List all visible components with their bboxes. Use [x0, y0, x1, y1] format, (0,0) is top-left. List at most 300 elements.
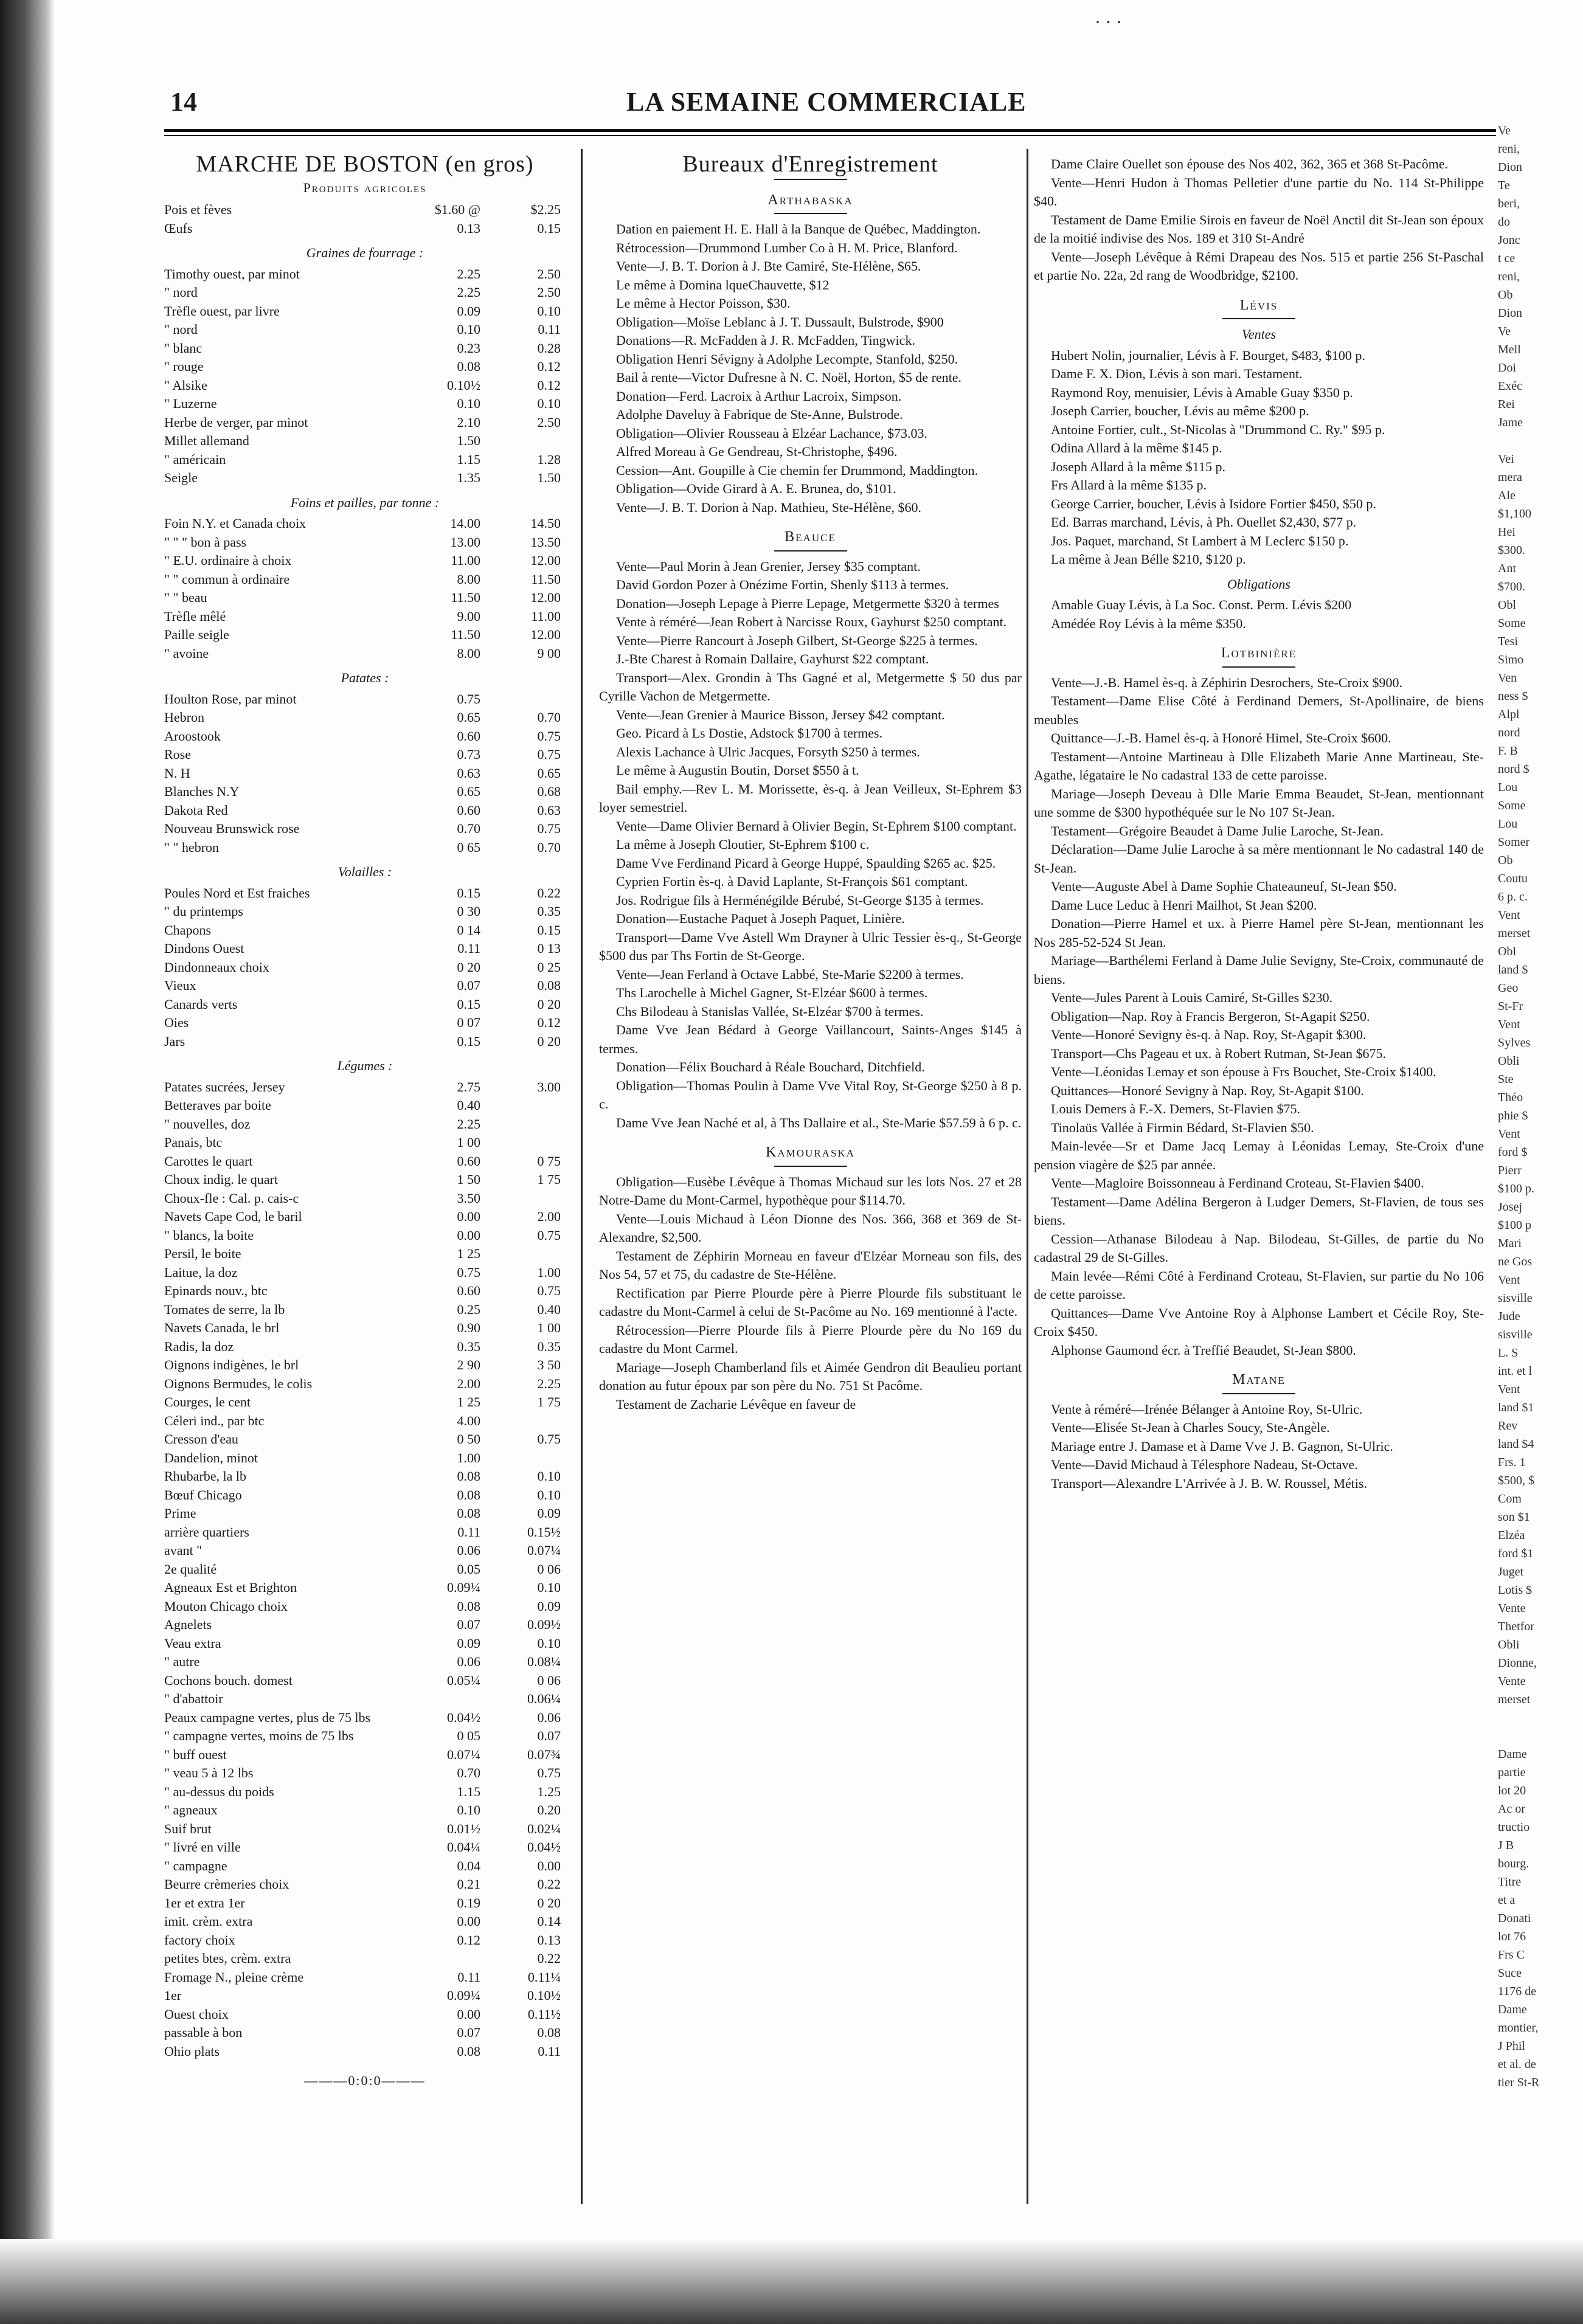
price-item: Timothy ouest, par minot	[164, 266, 300, 282]
registry-entry: George Carrier, boucher, Lévis à Isidore Fortier $450, $50 p.	[1051, 496, 1376, 511]
price-row	[164, 1746, 566, 1765]
price-high: 11.00	[531, 608, 561, 624]
edge-fragment: mera	[1498, 471, 1522, 484]
price-high: 0.10	[537, 1635, 561, 1651]
registry-entry: Testament—Dame Adélina Bergeron à Ludger Demers, St-Flavien, de tous ses biens.	[1034, 1194, 1484, 1228]
price-high: 0.40	[537, 1301, 561, 1317]
edge-fragment: Obli	[1498, 1054, 1520, 1068]
registry-entry: Hubert Nolin, journalier, Lévis à F. Bourget, $483, $100 p.	[1051, 347, 1365, 363]
price-row	[164, 1672, 566, 1690]
edge-fragment: $700.	[1498, 580, 1525, 593]
price-row	[164, 376, 566, 395]
price-item: petites btes, crèm. extra	[164, 1951, 291, 1966]
edge-fragment: Théo	[1498, 1091, 1523, 1104]
price-high: 2.50	[537, 266, 561, 282]
edge-fragment: Obl	[1498, 945, 1516, 958]
price-item: Foin N.Y. et Canada choix	[164, 516, 307, 531]
price-low: 1.00	[457, 1450, 480, 1465]
registry-entry: Vente—Paul Morin à Jean Grenier, Jersey $35 comptant.	[616, 558, 921, 574]
price-row	[164, 1412, 566, 1431]
edge-fragment: Mari	[1498, 1237, 1522, 1250]
price-item: Navets Canada, le brl	[164, 1320, 280, 1335]
price-high: 0.75	[537, 1431, 561, 1447]
edge-fragment: merset	[1498, 927, 1531, 940]
registry-districts	[599, 191, 1022, 1414]
header-rule-thin	[164, 135, 1496, 136]
price-row	[164, 1764, 566, 1783]
price-row	[164, 1783, 566, 1802]
price-high: 3.00	[537, 1079, 561, 1095]
edge-fragment: Somer	[1498, 835, 1530, 849]
price-item: " buff ouest	[164, 1746, 227, 1762]
price-row	[164, 783, 566, 801]
price-low: 0.35	[457, 1338, 480, 1354]
price-row	[164, 514, 566, 533]
price-row	[164, 1152, 566, 1171]
edge-fragment: Vente	[1498, 1602, 1526, 1615]
price-low: 0 20	[457, 959, 480, 975]
edge-fragment: Ob	[1498, 288, 1513, 302]
price-item: Trèfle mêlé	[164, 608, 226, 624]
price-item: Choux indig. le quart	[164, 1172, 278, 1187]
price-low: 1 25	[457, 1246, 480, 1261]
price-high: 2.50	[537, 285, 561, 300]
registry-entry: Odina Allard à la même $145 p.	[1051, 440, 1222, 455]
registry-entry: Joseph Allard à la même $115 p.	[1051, 458, 1225, 474]
registry-entry: Quittances—Dame Vve Antoine Roy à Alphonse Lambert et Cécile Roy, Ste-Croix $450.	[1034, 1305, 1484, 1339]
price-high	[485, 1412, 566, 1431]
registry-entry: Ths Larochelle à Michel Gagner, St-Elzéar $600 à termes.	[616, 985, 928, 1000]
price-item: Laitue, la doz	[164, 1264, 238, 1280]
price-item: Agneaux Est et Brighton	[164, 1580, 297, 1595]
edge-fragment: Vent	[1498, 1383, 1520, 1396]
edge-fragment: Lou	[1498, 817, 1518, 831]
price-row	[164, 1014, 566, 1032]
edge-fragment: Titre	[1498, 1875, 1522, 1889]
edge-fragment: Juget	[1498, 1565, 1524, 1579]
price-high: 0.04½	[527, 1839, 561, 1855]
journal-title: LA SEMAINE COMMERCIALE	[626, 87, 1027, 117]
price-low: 0.73	[457, 747, 480, 762]
registry-entry: Ed. Barras marchand, Lévis, à Ph. Ouellet $2,430, $77 p.	[1051, 514, 1357, 530]
edge-fragment: Ale	[1498, 489, 1515, 502]
price-high: 0.09	[537, 1598, 561, 1614]
registry-entry: Vente—Elisée St-Jean à Charles Soucy, Ste-Angèle.	[1051, 1420, 1330, 1435]
price-row	[164, 727, 566, 746]
registry-entry: Mariage entre J. Damase et à Dame Vve J. B. Gagnon, St-Ulric.	[1051, 1438, 1393, 1454]
price-low: 2.00	[457, 1375, 480, 1391]
price-item: passable à bon	[164, 2025, 243, 2040]
price-item: arrière quartiers	[164, 1524, 249, 1540]
boston-subtitle: Produits agricoles	[303, 179, 427, 195]
edge-fragment: Obli	[1498, 1638, 1520, 1651]
price-low: 14.00	[450, 516, 480, 531]
district-rule	[774, 550, 847, 552]
edge-fragment: Jude	[1498, 1310, 1520, 1323]
registry-entry: La même à Joseph Cloutier, St-Ephrem $100 c.	[616, 837, 870, 852]
price-low: 2.25	[457, 1116, 480, 1132]
registry-entry: Testament—Grégoire Beaudet à Dame Julie Laroche, St-Jean.	[1051, 823, 1384, 839]
price-high: 0.10½	[527, 1988, 561, 2003]
price-item: Dakota Red	[164, 802, 228, 818]
edge-fragment: Jonc	[1498, 233, 1520, 247]
edge-fragment: Exéc	[1498, 379, 1522, 393]
price-high: 0.10	[537, 303, 561, 319]
registry-entry: Dame Vve Jean Naché et al, à Ths Dallaire et al., Ste-Marie $57.59 à 6 p. c.	[616, 1115, 1022, 1130]
district-rule	[774, 1166, 847, 1167]
registry-entry: Vente—Honoré Sevigny ès-q. à Nap. Roy, St-Agapit $300.	[1051, 1027, 1367, 1042]
price-row	[164, 1875, 566, 1894]
price-low: 11.50	[451, 627, 480, 642]
registry-entry: Quittance—J.-B. Hamel ès-q. à Honoré Himel, Ste-Croix $600.	[1051, 730, 1391, 745]
edge-fragment: Frs. 1	[1498, 1456, 1526, 1469]
price-row	[164, 1541, 566, 1560]
edge-fragment: montier,	[1498, 2021, 1539, 2035]
price-high: 0.09	[537, 1506, 561, 1521]
registry-entry: Transport—Alexandre L'Arrivée à J. B. W. Roussel, Métis.	[1051, 1475, 1368, 1491]
price-item: " Luzerne	[164, 396, 217, 411]
price-table	[164, 884, 566, 1051]
price-section-label: Légumes :	[337, 1058, 393, 1073]
edge-fragment: Dion	[1498, 161, 1522, 174]
price-row	[164, 977, 566, 995]
price-item: " agneaux	[164, 1802, 218, 1817]
district-heading: Lévis	[1239, 297, 1278, 313]
price-high: 0.75	[537, 1283, 561, 1298]
price-high: 1.50	[537, 470, 561, 485]
edge-fragment: beri,	[1498, 197, 1520, 210]
price-low: 2.75	[457, 1079, 480, 1095]
price-high: 11.50	[531, 571, 561, 587]
edge-fragment: J B	[1498, 1839, 1514, 1852]
price-item: 1er et extra 1er	[164, 1895, 245, 1911]
price-item: " nouvelles, doz	[164, 1116, 251, 1132]
price-high	[485, 432, 566, 451]
price-low: 0.60	[457, 1153, 480, 1169]
edge-fragment: $100 p	[1498, 1219, 1531, 1232]
edge-fragment: F. B	[1498, 744, 1518, 758]
registry-entry: Bail emphy.—Rev L. M. Morissette, ès-q. à Jean Veilleux, St-Ephrem $3 loyer semestriel.	[599, 781, 1022, 815]
price-high: 2.00	[537, 1209, 561, 1224]
price-item: Herbe de verger, par minot	[164, 414, 308, 430]
edge-fragment: Dion	[1498, 306, 1522, 320]
edge-fragment: Mell	[1498, 343, 1521, 356]
edge-fragment: Donati	[1498, 1912, 1531, 1925]
price-section-label: Patates :	[341, 670, 389, 685]
registry-entry: Le même à Hector Poisson, $30.	[616, 296, 791, 311]
price-row	[164, 1356, 566, 1375]
boston-market-column	[164, 155, 566, 2210]
price-row	[164, 1486, 566, 1505]
price-low: 0.60	[457, 1283, 480, 1298]
registry-entry: Dation en paiement H. E. Hall à la Banque de Québec, Maddington.	[616, 221, 981, 237]
price-low	[405, 1690, 485, 1709]
edge-fragment: sisville	[1498, 1292, 1533, 1305]
price-row	[164, 902, 566, 921]
edge-fragment: Te	[1498, 179, 1510, 192]
registry-entry: Donation—Joseph Lepage à Pierre Lepage, Metgermette $320 à termes	[616, 595, 999, 611]
price-high: 1.25	[537, 1783, 561, 1799]
price-item: Agnelets	[164, 1617, 212, 1632]
registry-entry: Vente—Pierre Rancourt à Joseph Gilbert, St-George $225 à termes.	[616, 632, 978, 648]
price-low: 0.00	[457, 1914, 480, 1929]
price-row	[164, 1467, 566, 1486]
price-low: 1.50	[457, 433, 480, 448]
registry-entry: Cession—Ant. Goupille à Cie chemin fer Drummond, Maddington.	[616, 462, 979, 478]
price-table	[164, 1078, 566, 2061]
edge-fragment: sisville	[1498, 1328, 1533, 1341]
edge-fragment: $1,100	[1498, 507, 1531, 520]
edge-fragment: Ant	[1498, 562, 1516, 575]
price-low: 11.00	[451, 553, 480, 568]
edge-fragment: Lou	[1498, 781, 1518, 794]
price-low: 0.15	[457, 1033, 480, 1049]
price-low: 0.06	[457, 1543, 480, 1558]
scan-left-shadow	[0, 0, 55, 2324]
boston-title: MARCHE DE BOSTON (en gros)	[196, 155, 534, 177]
registry-continued-column	[1034, 155, 1484, 2210]
registry-entry: Amable Guay Lévis, à La Soc. Const. Perm. Lévis $200	[1051, 597, 1352, 612]
edge-fragment: t ce	[1498, 252, 1515, 265]
price-item: 1er	[164, 1988, 182, 2003]
registry-entry: Vente—Dame Olivier Bernard à Olivier Begin, St-Ephrem $100 comptant.	[616, 818, 1017, 834]
price-low: 0.04¼	[447, 1839, 480, 1855]
price-high: 0.63	[537, 802, 561, 818]
edge-fragment: ness $	[1498, 690, 1528, 703]
price-item: " avoine	[164, 645, 209, 661]
price-high: 0.12	[537, 1015, 561, 1030]
price-row	[164, 1579, 566, 1597]
price-section-label: Graines de fourrage :	[306, 245, 424, 260]
column-divider-1	[581, 149, 583, 2204]
edge-fragment: phie $	[1498, 1109, 1528, 1122]
registry-entry: Vente—Auguste Abel à Dame Sophie Chateauneuf, St-Jean $50.	[1051, 879, 1397, 894]
price-high: 0.75	[537, 1765, 561, 1780]
price-item: " " " bon à pass	[164, 534, 247, 550]
price-row	[164, 339, 566, 358]
price-item: " E.U. ordinaire à choix	[164, 553, 292, 568]
price-item: avant "	[164, 1543, 203, 1558]
price-low: 0.05¼	[447, 1672, 480, 1688]
registry-entry: Le même à Augustin Boutin, Dorset $550 à t.	[616, 763, 859, 778]
price-high: 0.10	[537, 1487, 561, 1503]
price-high: 0.12	[537, 377, 561, 393]
price-low: 0.21	[457, 1876, 480, 1892]
price-row	[164, 1838, 566, 1857]
price-row	[164, 708, 566, 727]
price-row	[164, 958, 566, 977]
price-row	[164, 220, 566, 238]
registry-entry: Vente—Léonidas Lemay et son épouse à Frs Bouchet, Ste-Croix $1400.	[1051, 1064, 1436, 1079]
price-low: 0.09¼	[447, 1988, 480, 2003]
price-low: 0.11	[457, 1969, 480, 1985]
price-low: 1.35	[457, 470, 480, 485]
price-row	[164, 1319, 566, 1338]
price-high: 2.50	[537, 414, 561, 430]
edge-fragment: reni,	[1498, 142, 1520, 156]
registry-entry: Obligation—Moïse Leblanc à J. T. Dussault, Bulstrode, $900	[616, 314, 944, 330]
price-low: 8.00	[457, 571, 480, 587]
price-item: Persil, le boite	[164, 1246, 241, 1261]
price-table	[164, 201, 566, 238]
price-row	[164, 265, 566, 284]
price-row	[164, 1912, 566, 1931]
edge-fragment	[1498, 1709, 1583, 1727]
registry-entry: Transport—Dame Vve Astell Wm Drayner à Ulric Tessier ès-q., St-George $500 dus par Ths Fortin de St-George.	[599, 929, 1022, 963]
edge-fragment: Dionne,	[1498, 1656, 1537, 1670]
price-high: 0.10	[537, 1468, 561, 1484]
price-low: 0.12	[457, 1932, 480, 1948]
price-item: Courges, le cent	[164, 1394, 251, 1409]
price-low: 0.75	[457, 691, 480, 707]
price-high	[485, 1096, 566, 1115]
price-row	[164, 2024, 566, 2042]
registry-entry: Obligation—Nap. Roy à Francis Bergeron, St-Agapit $250.	[1051, 1008, 1370, 1024]
price-low: 0.60	[457, 728, 480, 744]
registry-entry: Dame Vve Jean Bédard à George Vaillancourt, Saints-Anges $145 à termes.	[599, 1022, 1022, 1056]
price-high: 12.00	[530, 590, 561, 605]
edge-fragment: Josej	[1498, 1200, 1522, 1214]
price-high: 0.13	[537, 1932, 561, 1948]
price-low: 0.10	[457, 396, 480, 411]
price-high: 0.08	[537, 978, 561, 993]
price-item: Œufs	[164, 220, 193, 236]
price-row	[164, 745, 566, 764]
price-row	[164, 1393, 566, 1412]
price-low: 9.00	[457, 608, 480, 624]
edge-fragment: Ve	[1498, 124, 1511, 137]
price-high: 0.75	[537, 821, 561, 836]
price-row	[164, 1801, 566, 1820]
edge-fragment: land $	[1498, 963, 1528, 977]
registry-entry: Alexis Lachance à Ulric Jacques, Forsyth $250 à termes.	[616, 744, 920, 759]
price-row	[164, 1189, 566, 1208]
price-high: 0.22	[537, 1951, 561, 1966]
price-item: Rhubarbe, la lb	[164, 1468, 247, 1484]
edge-fragment: Ve	[1498, 325, 1511, 338]
price-low: 0.08	[457, 1506, 480, 1521]
price-low	[405, 1949, 485, 1968]
edge-fragment: Ste	[1498, 1073, 1514, 1086]
price-item: " " commun à ordinaire	[164, 571, 290, 587]
price-low: 0.07	[457, 978, 480, 993]
price-item: Patates sucrées, Jersey	[164, 1079, 285, 1095]
price-low: 0.09¼	[447, 1580, 480, 1595]
edge-fragment: ford $	[1498, 1146, 1528, 1159]
price-item: " veau 5 à 12 lbs	[164, 1765, 254, 1780]
edge-fragment	[1498, 432, 1583, 450]
header-rule	[164, 129, 1496, 132]
price-item: " Alsike	[164, 377, 207, 393]
price-high	[485, 1449, 566, 1468]
price-high	[485, 690, 566, 709]
price-low: 0.08	[457, 359, 480, 374]
price-item: " blancs, la boite	[164, 1227, 254, 1243]
price-low: 0.07	[457, 1617, 480, 1632]
price-item: Betteraves par boite	[164, 1098, 271, 1113]
edge-fragment: Jame	[1498, 416, 1523, 429]
edge-fragment: merset	[1498, 1693, 1531, 1706]
price-high: 0.00	[537, 1858, 561, 1873]
price-item: Hebron	[164, 710, 204, 725]
registry-entry: Donation—Eustache Paquet à Joseph Paquet, Linière.	[616, 911, 905, 926]
price-low: 2.25	[457, 285, 480, 300]
price-row	[164, 1301, 566, 1319]
price-high: 0 06	[537, 1561, 561, 1577]
edge-fragment: $100 p.	[1498, 1182, 1534, 1195]
registry-entry: Dame F. X. Dion, Lévis à son mari. Testament.	[1051, 366, 1303, 381]
edge-fragment: Ven	[1498, 671, 1517, 685]
edge-fragment: Alpl	[1498, 708, 1520, 721]
registry-entry: Testament de Zacharie Lévêque en faveur de	[616, 1396, 856, 1412]
price-row	[164, 1282, 566, 1301]
price-item: Navets Cape Cod, le baril	[164, 1209, 302, 1224]
price-high: 0 06	[537, 1672, 561, 1688]
registry-entry: Testament—Dame Elise Côté à Ferdinand Demers, St-Apollinaire, de biens meubles	[1034, 693, 1484, 727]
price-low: 2.10	[457, 414, 480, 430]
price-row	[164, 1264, 566, 1282]
price-row	[164, 1857, 566, 1876]
price-high: 0.65	[537, 765, 561, 781]
price-high: 0.28	[537, 340, 561, 356]
edge-fragment: et a	[1498, 1893, 1515, 1907]
price-item: Oies	[164, 1015, 189, 1030]
edge-fragment: Vent	[1498, 1018, 1520, 1031]
price-item: Poules Nord et Est fraiches	[164, 885, 310, 901]
district-heading: Kamouraska	[766, 1144, 855, 1160]
registry-entry: Rétrocession—Pierre Plourde fils à Pierre Plourde père du No 169 du cadastre du Mont Carmel.	[599, 1322, 1022, 1356]
edge-fragment: Pierr	[1498, 1164, 1522, 1177]
registry-entry: Vente à réméré—Jean Robert à Narcisse Roux, Gayhurst $250 comptant.	[616, 614, 1007, 629]
registry-entry: Vente—J. B. T. Dorion à J. Bte Camiré, Ste-Hélène, $65.	[616, 258, 921, 274]
registry-entry: Dame Vve Ferdinand Picard à George Huppé, Spaulding $265 ac. $25.	[616, 855, 996, 871]
edge-fragment: Elzéa	[1498, 1529, 1525, 1542]
price-low: 0.11	[457, 941, 480, 956]
page-number: 14	[170, 87, 197, 117]
edge-fragment: nord $	[1498, 763, 1529, 776]
price-item: " au-dessus du poids	[164, 1783, 274, 1799]
price-low: 1.15	[457, 451, 480, 467]
boston-sections	[164, 201, 566, 2061]
district-subheading: Ventes	[1241, 327, 1276, 342]
price-item: Peaux campagne vertes, plus de 75 lbs	[164, 1709, 371, 1725]
edge-fragment: J Phil	[1498, 2039, 1526, 2053]
price-item: Houlton Rose, par minot	[164, 691, 297, 707]
price-item: Vieux	[164, 978, 196, 993]
registry-entry: Vente—Jean Grenier à Maurice Bisson, Jersey $42 comptant.	[616, 707, 945, 722]
price-low: 0.00	[457, 1227, 480, 1243]
registry-entry: La même à Jean Bélle $210, $120 p.	[1051, 552, 1246, 567]
price-item: " livré en ville	[164, 1839, 241, 1855]
price-low: 13.00	[450, 534, 480, 550]
registry-entry: Chs Bilodeau à Stanislas Vallée, St-Elzéar $700 à termes.	[616, 1003, 924, 1019]
registry-entry: Main-levée—Sr et Dame Jacq Lemay à Léonidas Lemay, Ste-Croix d'une pension viagère de $25 par année.	[1034, 1138, 1484, 1172]
price-item: Suif brut	[164, 1821, 212, 1836]
end-mark: ———0:0:0———	[304, 2073, 426, 2088]
registry-entry: Vente—Louis Michaud à Léon Dionne des Nos. 366, 368 et 369 de St-Alexandre, $2,500.	[599, 1211, 1022, 1245]
price-high: 0.09½	[527, 1617, 561, 1632]
price-low: 0.10	[457, 322, 480, 337]
price-row	[164, 1449, 566, 1468]
registry-entry: Geo. Picard à Ls Dostie, Adstock $1700 à termes.	[616, 725, 883, 741]
price-row	[164, 1032, 566, 1051]
price-row	[164, 801, 566, 820]
price-item: Bœuf Chicago	[164, 1487, 242, 1503]
price-item: Radis, la doz	[164, 1338, 234, 1354]
registry-entry: Vente—J. B. T. Dorion à Nap. Mathieu, Ste-Hélène, $60.	[616, 499, 922, 515]
edge-fragment: Com	[1498, 1492, 1522, 1506]
price-high: 0.10	[537, 396, 561, 411]
